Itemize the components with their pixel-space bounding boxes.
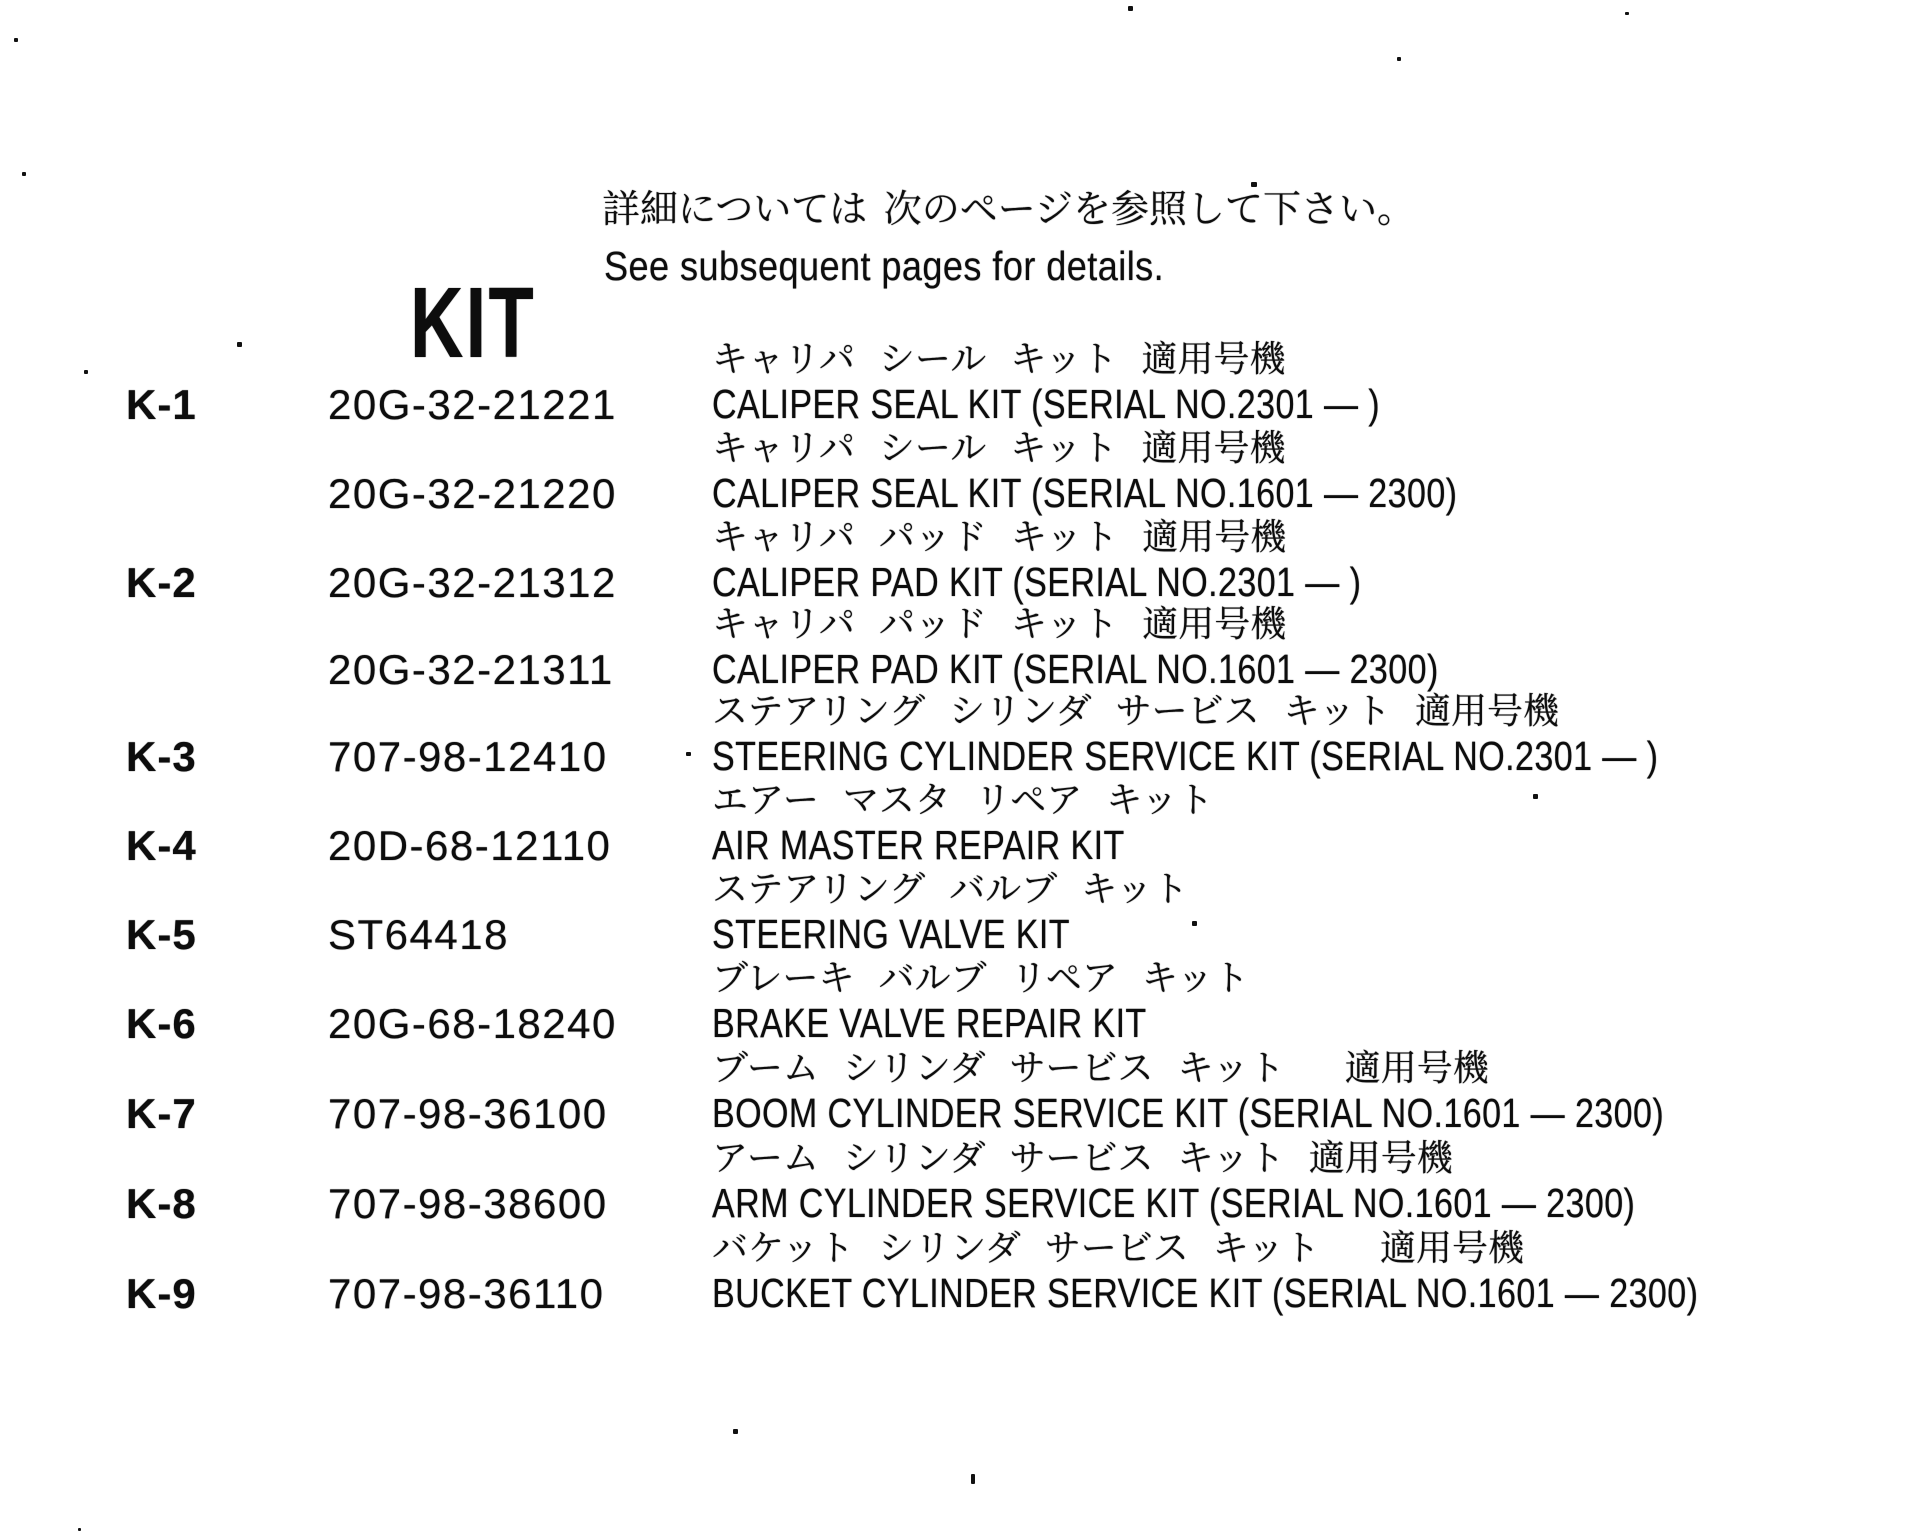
description-japanese: ブレーキ バルブ リペア キット <box>712 957 1250 998</box>
description-english: BUCKET CYLINDER SERVICE KIT (SERIAL NO.1601 — 2300) <box>712 1270 1699 1316</box>
part-number: 707-98-38600 <box>328 1180 608 1227</box>
description-japanese: ステアリング バルブ キット <box>712 868 1189 909</box>
part-number: 20G-32-21220 <box>328 470 617 517</box>
description-japanese: バケット シリンダ サービス キット 適用号機 <box>712 1227 1525 1268</box>
description-japanese: ブーム シリンダ サービス キット 適用号機 <box>712 1047 1489 1088</box>
kit-row <box>0 1047 1915 1139</box>
description-english: BRAKE VALVE REPAIR KIT <box>712 1000 1147 1046</box>
description-english: CALIPER SEAL KIT (SERIAL NO.1601 — 2300) <box>712 470 1458 516</box>
part-number: 20G-68-18240 <box>328 1000 617 1047</box>
kit-row <box>0 868 1915 960</box>
part-number: 20G-32-21312 <box>328 559 617 606</box>
description-japanese: ステアリング シリンダ サービス キット 適用号機 <box>712 690 1559 731</box>
description-japanese: アーム シリンダ サービス キット 適用号機 <box>712 1137 1453 1178</box>
part-number: ST64418 <box>328 911 509 958</box>
description-japanese: キャリパ パッド キット 適用号機 <box>712 516 1287 557</box>
kit-number: K-9 <box>126 1270 197 1317</box>
kit-row <box>0 1227 1915 1319</box>
kit-row <box>0 1137 1915 1229</box>
scan-speck <box>14 38 18 42</box>
description-english: CALIPER PAD KIT (SERIAL NO.2301 — ) <box>712 559 1362 605</box>
kit-number: K-3 <box>126 733 197 780</box>
description-english: ARM CYLINDER SERVICE KIT (SERIAL NO.1601 — 2300) <box>712 1180 1636 1226</box>
kit-number: K-1 <box>126 381 197 428</box>
scan-speck <box>22 172 26 176</box>
scan-speck <box>84 370 88 374</box>
scan-speck <box>1251 182 1257 187</box>
scan-speck <box>78 1528 81 1531</box>
kit-row <box>0 957 1915 1049</box>
kit-row <box>0 779 1915 871</box>
kit-number: K-6 <box>126 1000 197 1047</box>
kit-row <box>0 338 1915 430</box>
part-number: 707-98-12410 <box>328 733 608 780</box>
description-english: STEERING CYLINDER SERVICE KIT (SERIAL NO.2301 — ) <box>712 733 1659 779</box>
part-number: 20G-32-21311 <box>328 646 614 693</box>
scan-speck <box>733 1429 738 1434</box>
kit-number: K-4 <box>126 822 197 869</box>
description-english: CALIPER PAD KIT (SERIAL NO.1601 — 2300) <box>712 646 1439 692</box>
part-number: 20G-32-21221 <box>328 381 617 428</box>
subtitle-japanese: 詳細については 次のページを参照して下さい。 <box>602 189 1416 231</box>
description-japanese: キャリパ シール キット 適用号機 <box>712 338 1286 379</box>
scan-speck <box>1625 12 1629 15</box>
description-english: STEERING VALVE KIT <box>712 911 1070 957</box>
description-japanese: エアー マスタ リペア キット <box>712 779 1214 820</box>
scan-speck <box>971 1474 975 1484</box>
scan-speck <box>1397 57 1401 61</box>
scan-speck <box>1192 921 1197 926</box>
scan-speck <box>1128 6 1133 11</box>
kit-number: K-7 <box>126 1090 197 1137</box>
kit-row <box>0 427 1915 519</box>
kit-row <box>0 516 1915 608</box>
description-japanese: キャリパ シール キット 適用号機 <box>712 427 1286 468</box>
description-japanese: キャリパ パッド キット 適用号機 <box>712 603 1287 644</box>
kit-row <box>0 603 1915 695</box>
kit-number: K-5 <box>126 911 197 958</box>
kit-row <box>0 690 1915 782</box>
kit-number: K-2 <box>126 559 197 606</box>
scan-speck <box>237 342 242 347</box>
description-english: BOOM CYLINDER SERVICE KIT (SERIAL NO.1601 — 2300) <box>712 1090 1665 1136</box>
part-number: 20D-68-12110 <box>328 822 612 869</box>
part-number: 707-98-36100 <box>328 1090 608 1137</box>
kit-number: K-8 <box>126 1180 197 1227</box>
page-title: KIT <box>410 267 536 379</box>
scan-speck <box>1533 794 1538 799</box>
scan-speck <box>686 752 691 756</box>
subtitle-english: See subsequent pages for details. <box>604 243 1165 289</box>
description-english: AIR MASTER REPAIR KIT <box>712 822 1125 868</box>
description-english: CALIPER SEAL KIT (SERIAL NO.2301 — ) <box>712 381 1381 427</box>
part-number: 707-98-36110 <box>328 1270 605 1317</box>
